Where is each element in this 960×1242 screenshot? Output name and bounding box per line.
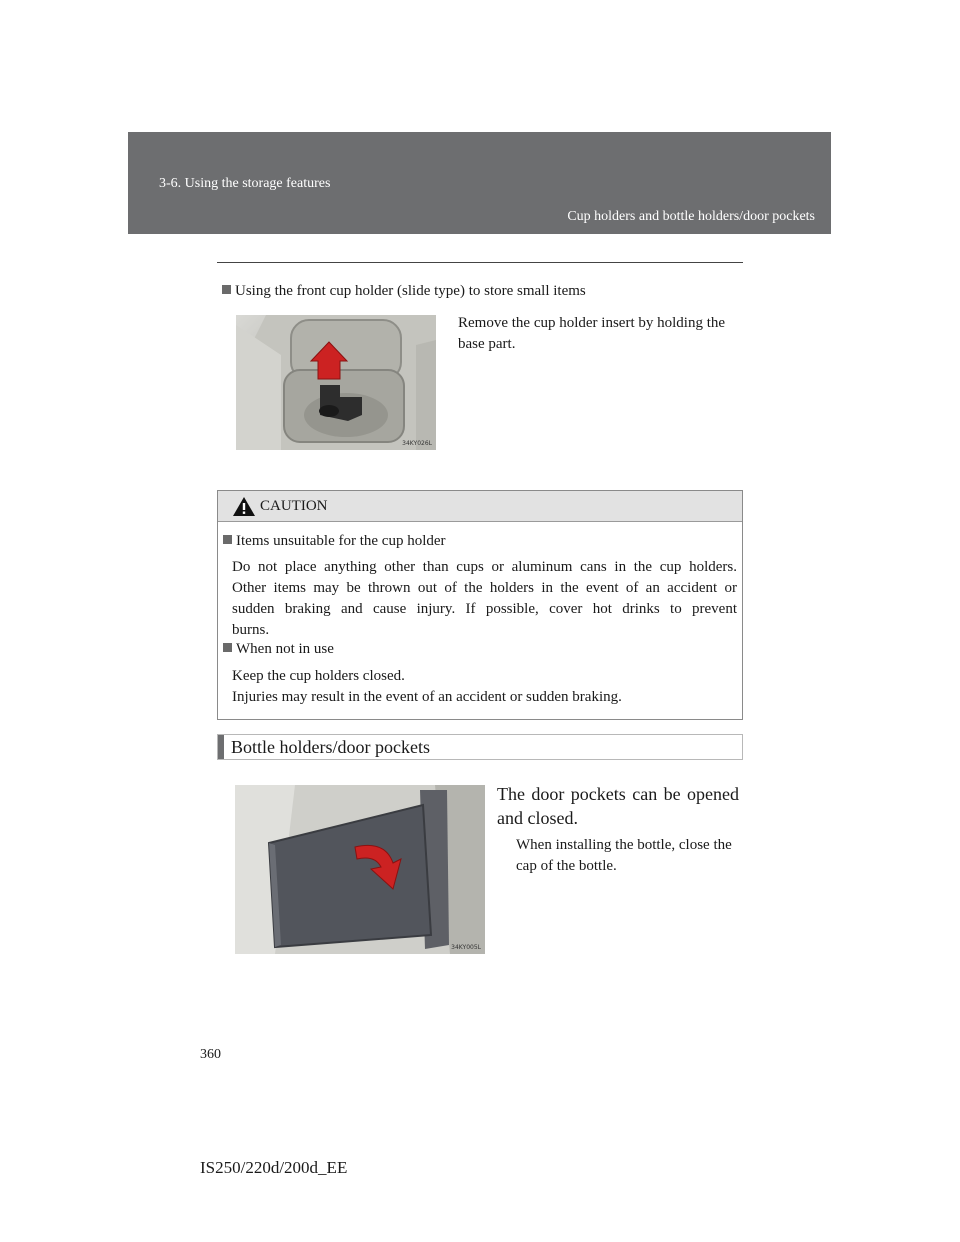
page-number: 360 [200,1047,221,1062]
square-bullet-icon [223,535,232,544]
caution-header [218,491,742,522]
figure2-description: The door pockets can be opened and closed. [497,784,739,828]
caution-item-text: Do not place anything other than cups or aluminum cans in the cup holders. Other items may be thrown out of the holders in the event of an accident or sudden braking and cause injury. If possible, cover hot drinks to prevent burns. [232,559,737,638]
caution-item-text: Keep the cup holders closed. Injuries may result in the event of an accident or sudden braking. [232,668,622,705]
door-pocket-illustration [235,785,485,954]
model-code: IS250/220d/200d_EE [200,1158,348,1177]
square-bullet-icon [223,643,232,652]
header-rule [217,262,743,263]
cup-holder-figure [236,315,436,450]
section-heading-bar [217,734,743,760]
figure2-note: When installing the bottle, close the cap of the bottle. [516,837,732,874]
figure-code: 34KY005L [451,944,481,951]
section-accent [218,735,224,759]
subhead [222,283,586,300]
figure-code: 34KY026L [402,440,432,447]
subhead-text: Using the front cup holder (slide type) to store small items [235,283,586,299]
figure1-description: Remove the cup holder insert by holding the base part. [458,315,726,352]
caution-item-title: Items unsuitable for the cup holder [223,533,446,550]
warning-triangle-icon [233,497,255,516]
cup-holder-illustration [236,315,436,450]
square-bullet-icon [222,285,231,294]
caution-item-title: When not in use [223,641,334,658]
caution-box [217,490,743,720]
caution-title: CAUTION [260,498,328,514]
section-title: Bottle holders/door pockets [231,737,430,757]
section-label: 3-6. Using the storage features [159,176,331,191]
header-bar [128,132,831,234]
door-pocket-figure [235,785,485,954]
running-title: Cup holders and bottle holders/door pockets [567,209,815,224]
